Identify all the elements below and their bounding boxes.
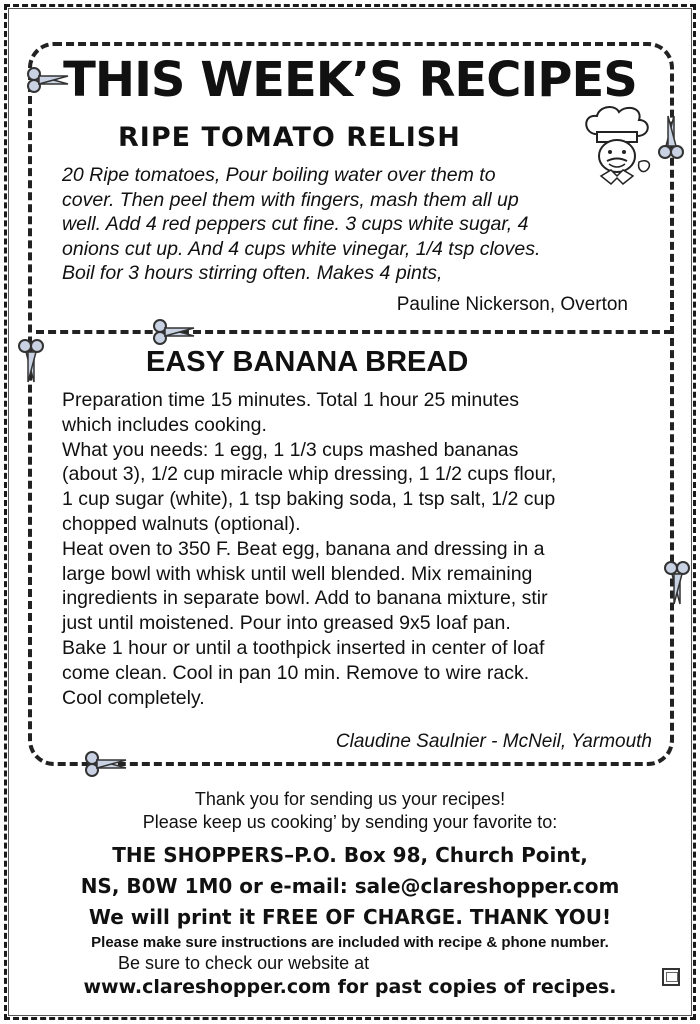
recipe-line: ingredients in separate bowl. Add to banana mixture, stir xyxy=(62,587,548,610)
recipe-line: What you needs: 1 egg, 1 1/3 cups mashed bananas xyxy=(62,438,519,461)
recipe-line: (about 3), 1/2 cup miracle whip dressing, 1 1/2 cups flour, xyxy=(62,463,557,486)
mailing-address: THE SHOPPERS–P.O. Box 98, Church Point, xyxy=(112,843,588,867)
recipe-divider xyxy=(36,330,672,334)
scissors-icon xyxy=(84,750,128,778)
thanks-text: Thank you for sending us your recipes! xyxy=(194,789,506,809)
recipe-line: just until moistened. Pour into greased 9x5 loaf pan. xyxy=(62,612,511,635)
recipe-line: well. Add 4 red peppers cut fine. 3 cups white sugar, 4 xyxy=(62,213,529,235)
instructions-note: Please make sure instructions are included with recipe & phone number. xyxy=(91,934,609,951)
scissors-icon xyxy=(662,560,692,608)
keep-cooking-text: Please keep us cooking’ by sending your favorite to: xyxy=(142,812,558,832)
free-of-charge-text: We will print it FREE OF CHARGE. THANK YOU! xyxy=(88,905,612,929)
recipe-credit: Pauline Nickerson, Overton xyxy=(396,294,628,315)
recipe-credit: Claudine Saulnier - McNeil, Yarmouth xyxy=(335,731,652,752)
recipe-line: which includes cooking. xyxy=(62,413,267,436)
website-link[interactable]: www.clareshopper.com for past copies of recipes. xyxy=(83,976,617,998)
recipe-line: onions cut up. And 4 cups white vinegar, 1/4 tsp cloves. xyxy=(62,237,541,260)
website-prompt: Be sure to check our website at xyxy=(118,953,370,973)
recipe-body xyxy=(62,163,622,286)
mailing-address-email: NS, B0W 1M0 or e-mail: sale@clareshopper.com xyxy=(80,874,620,898)
scissors-icon xyxy=(656,112,686,160)
recipe-line: 20 Ripe tomatoes, Pour boiling water over them to xyxy=(62,164,496,186)
page-title: THIS WEEK’S RECIPES xyxy=(63,52,637,108)
recipe-line: Heat oven to 350 F. Beat egg, banana and dressing in a xyxy=(62,537,545,560)
scissors-icon xyxy=(16,338,46,386)
recipe-line: cover. Then peel them with fingers, mash them all up xyxy=(62,188,519,211)
submission-footer xyxy=(0,788,700,1001)
recipe-line: come clean. Cool in pan 10 min. Remove to wire rack. xyxy=(62,661,530,684)
recipe-line: large bowl with whisk until well blended. Mix remaining xyxy=(62,562,533,585)
recipe-title: RIPE TOMATO RELISH xyxy=(118,122,461,153)
recipe-body xyxy=(62,388,652,710)
recipe-title: EASY BANANA BREAD xyxy=(146,346,469,378)
recipe-line: Cool completely. xyxy=(62,686,205,709)
print-icon xyxy=(662,968,680,986)
recipe-line: Boil for 3 hours stirring often. Makes 4 pints, xyxy=(62,262,443,284)
recipe-line: Preparation time 15 minutes. Total 1 hour 25 minutes xyxy=(62,389,520,411)
recipe-line: 1 cup sugar (white), 1 tsp baking soda, 1 tsp salt, 1/2 cup xyxy=(62,488,556,511)
recipe-line: chopped walnuts (optional). xyxy=(62,512,301,535)
recipe-line: Bake 1 hour or until a toothpick inserted in center of loaf xyxy=(62,636,545,659)
scissors-icon xyxy=(152,318,196,346)
